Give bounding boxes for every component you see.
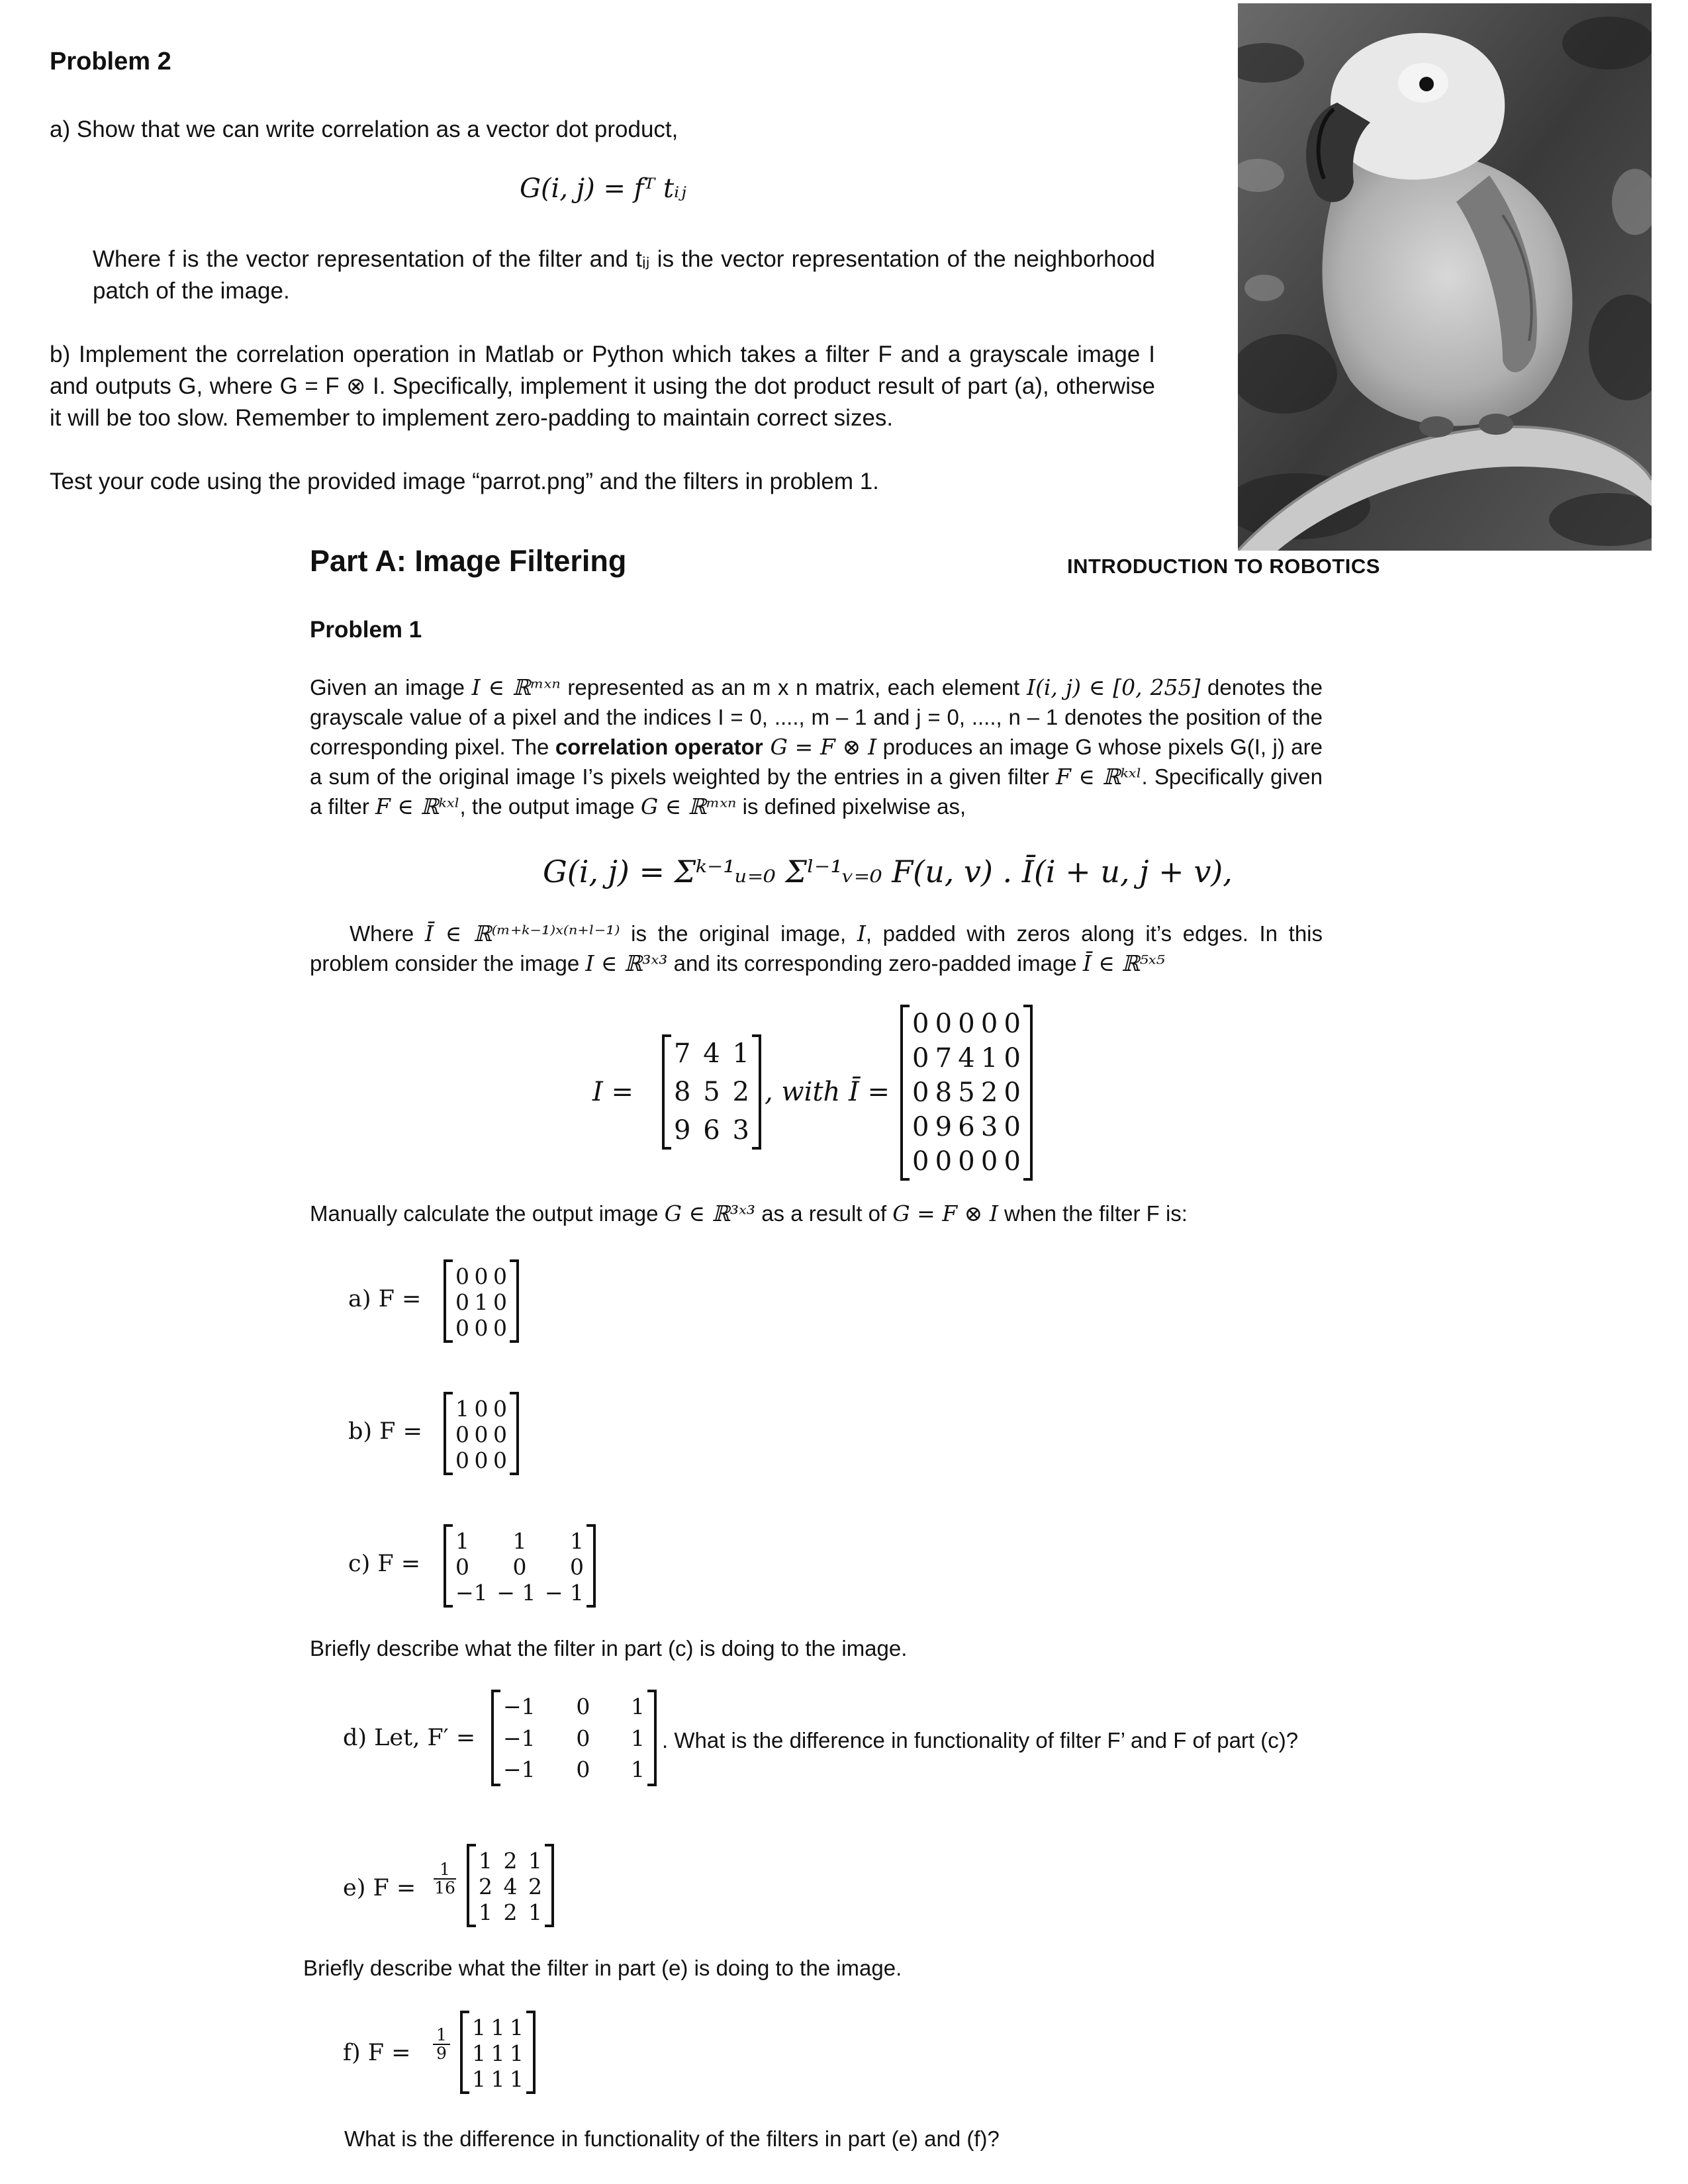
filter-d-question: . What is the difference in functionality of filter F’ and F of part (c)? [662, 1728, 1299, 1752]
matrix-cell: 0 [576, 1725, 590, 1751]
matrix-cell: 2 [528, 1874, 542, 1899]
padding-explanation: Where Ī ∈ ℝ⁽ᵐ⁺ᵏ⁻¹⁾ˣ⁽ⁿ⁺ˡ⁻¹⁾ is the original image, I, padded with zeros along it’s edges. In this problem consider the image I ∈ ℝ³ˣ³ and its corresponding zero-padded image Ī ∈ ℝ⁵ˣ⁵ [310, 921, 1323, 976]
matrix-row [472, 2066, 524, 2092]
matrix-row [503, 1694, 645, 1719]
filter-f-fraction: 1 9 [433, 2026, 450, 2062]
matrix-cell: 0 [912, 1009, 929, 1039]
filter-f-question: What is the difference in functionality of the filters in part (e) and (f)? [344, 2126, 1000, 2151]
matrix-cell: 0 [455, 1289, 469, 1315]
filter-b-label: b) F = [348, 1418, 422, 1445]
matrix-row [674, 1038, 749, 1069]
matrix-row [472, 2015, 524, 2040]
matrix-cell: −1 [503, 1756, 536, 1782]
matrix-row [912, 1009, 1021, 1039]
matrix-cell: 0 [493, 1263, 507, 1289]
filter-a-matrix [444, 1261, 519, 1342]
part-a-title: Part A: Image Filtering [310, 544, 627, 578]
problem2-part-a-where: Where f is the vector representation of the filter and tᵢⱼ is the vector representation of the neighborhood patch of the image. [93, 246, 1155, 304]
matrix-row [503, 1725, 645, 1751]
matrix-cell: 0 [576, 1694, 590, 1719]
matrix-row [674, 1077, 749, 1107]
matrix-cell: 9 [935, 1112, 953, 1142]
matrix-cell: 0 [474, 1396, 489, 1422]
matrix-cell: 0 [455, 1315, 469, 1341]
matrix-row [674, 1115, 749, 1146]
matrix-cell: 1 [570, 1528, 584, 1554]
matrix-cell: 1 [512, 1528, 527, 1554]
filter-d-matrix [491, 1691, 657, 1785]
matrix-cell: 1 [455, 1528, 469, 1554]
matrix-cell: 0 [980, 1146, 998, 1177]
filter-f-matrix [460, 2012, 536, 2093]
matrix-cell: 6 [958, 1112, 975, 1142]
matrix-cell: 0 [493, 1396, 507, 1422]
filter-b-matrix [444, 1393, 519, 1474]
matrix-row [455, 1422, 507, 1447]
matrix-cell: 1 [631, 1756, 645, 1782]
matrix-cell: 0 [1004, 1009, 1021, 1039]
correlation-formula: G(i, j) = Σᵏ⁻¹ᵤ₌₀ Σˡ⁻¹ᵥ₌₀ F(u, v) . Ī(i + u, j + v), [543, 854, 1233, 889]
matrix-row [455, 1580, 584, 1606]
matrix-cell: 4 [958, 1043, 975, 1073]
matrix-cell: 4 [503, 1874, 518, 1899]
matrix-cell: −1 [503, 1694, 536, 1719]
matrix-cell: 8 [674, 1077, 691, 1107]
padded-image-matrix [900, 1006, 1033, 1179]
matrix-cell: 0 [980, 1009, 998, 1039]
matrix-cell: 0 [912, 1077, 929, 1108]
matrix-cell: 2 [732, 1077, 749, 1107]
matrix-cell: 0 [958, 1146, 975, 1177]
matrix-cell: 0 [455, 1447, 469, 1473]
matrix-cell: 0 [570, 1554, 584, 1580]
course-title: INTRODUCTION TO ROBOTICS [1067, 555, 1380, 578]
matrix-row [472, 2040, 524, 2066]
padded-matrix-label: , with Ī = [765, 1077, 890, 1107]
matrix-row [912, 1043, 1021, 1073]
parrot-image [1238, 3, 1652, 551]
matrix-cell: 8 [935, 1077, 953, 1108]
matrix-cell: 5 [958, 1077, 975, 1108]
matrix-cell: 1 [474, 1289, 489, 1315]
filter-e-label: e) F = [343, 1875, 416, 1901]
matrix-cell: 0 [912, 1112, 929, 1142]
matrix-cell: 0 [493, 1315, 507, 1341]
matrix-cell: 0 [958, 1009, 975, 1039]
matrix-cell: 1 [980, 1043, 998, 1073]
matrix-cell: 7 [674, 1038, 691, 1069]
matrix-cell: 0 [1004, 1043, 1021, 1073]
matrix-row [455, 1289, 507, 1315]
filter-e-question: Briefly describe what the filter in part (e) is doing to the image. [303, 1956, 902, 1980]
matrix-cell: 2 [980, 1077, 998, 1108]
matrix-cell: 1 [479, 1899, 492, 1925]
matrix-cell: 1 [472, 2015, 486, 2040]
matrix-cell: 3 [980, 1112, 998, 1142]
matrix-cell: 0 [912, 1043, 929, 1073]
matrix-row [479, 1848, 542, 1874]
matrix-cell: 1 [631, 1725, 645, 1751]
matrix-cell: 4 [703, 1038, 720, 1069]
matrix-cell: 9 [674, 1115, 691, 1146]
matrix-cell: 0 [474, 1447, 489, 1473]
problem2-test-text: Test your code using the provided image “parrot.png” and the filters in problem 1. [50, 469, 879, 494]
filter-d-label: d) Let, F′ = [343, 1725, 476, 1751]
matrix-cell: 0 [912, 1146, 929, 1177]
matrix-cell: 1 [491, 2066, 505, 2092]
matrix-cell: −1 [455, 1580, 488, 1606]
problem2-part-b-text: b) Implement the correlation operation in Matlab or Python which takes a filter F and a grayscale image I and outputs G, where G = F ⊗ I. Specifically, implement it using the dot product result of part (a), otherwise it will be too slow. Remember to implement zero-padding to maintain correct sizes. [50, 341, 1155, 431]
matrix-row [479, 1874, 542, 1899]
matrix-cell: 1 [479, 1848, 492, 1874]
manual-calc-instruction: Manually calculate the output image G ∈ ℝ³ˣ³ as a result of G = F ⊗ I when the filter F is: [310, 1201, 1188, 1226]
matrix-cell: 2 [503, 1848, 518, 1874]
matrix-cell: 3 [732, 1115, 749, 1146]
matrix-row [479, 1899, 542, 1925]
matrix-cell: 1 [472, 2066, 486, 2092]
image-matrix-label: I = [592, 1077, 634, 1107]
matrix-row [455, 1263, 507, 1289]
matrix-cell: 0 [455, 1554, 469, 1580]
matrix-cell: 1 [455, 1396, 469, 1422]
filter-c-matrix [444, 1525, 596, 1606]
matrix-cell: 5 [703, 1077, 720, 1107]
matrix-cell: 1 [472, 2040, 486, 2066]
problem1-heading: Problem 1 [310, 617, 422, 643]
matrix-cell: 0 [935, 1009, 953, 1039]
matrix-cell: 0 [493, 1422, 507, 1447]
matrix-cell: 2 [479, 1874, 492, 1899]
matrix-cell: 0 [455, 1422, 469, 1447]
matrix-cell: 0 [512, 1554, 527, 1580]
matrix-row [455, 1396, 507, 1422]
matrix-cell: 1 [528, 1848, 542, 1874]
matrix-row [455, 1528, 584, 1554]
filter-c-question: Briefly describe what the filter in part (c) is doing to the image. [310, 1636, 908, 1661]
matrix-cell: 1 [510, 2040, 524, 2066]
problem2-part-a-intro: a) Show that we can write correlation as a vector dot product, [50, 116, 679, 142]
filter-f-label: f) F = [343, 2040, 411, 2066]
matrix-row [455, 1554, 584, 1580]
image-matrix [662, 1036, 761, 1148]
matrix-cell: 1 [510, 2015, 524, 2040]
matrix-cell: 1 [491, 2015, 505, 2040]
matrix-cell: 1 [732, 1038, 749, 1069]
matrix-cell: 0 [576, 1756, 590, 1782]
matrix-cell: 2 [503, 1899, 518, 1925]
problem2-heading: Problem 2 [50, 48, 171, 75]
matrix-cell: 0 [455, 1263, 469, 1289]
matrix-cell: 0 [493, 1447, 507, 1473]
matrix-cell: 1 [631, 1694, 645, 1719]
matrix-row [455, 1447, 507, 1473]
matrix-cell: 1 [491, 2040, 505, 2066]
filter-a-label: a) F = [348, 1286, 422, 1312]
matrix-cell: 0 [935, 1146, 953, 1177]
matrix-cell: 0 [474, 1315, 489, 1341]
matrix-row [912, 1112, 1021, 1142]
matrix-cell: − 1 [496, 1580, 536, 1606]
filter-e-matrix [467, 1845, 554, 1926]
matrix-cell: 6 [703, 1115, 720, 1146]
matrix-cell: 0 [1004, 1146, 1021, 1177]
matrix-cell: −1 [503, 1725, 536, 1751]
matrix-cell: 0 [493, 1289, 507, 1315]
problem2-dot-product-formula: G(i, j) = fᵀ tᵢⱼ [520, 173, 686, 204]
matrix-cell: 0 [1004, 1112, 1021, 1142]
filter-c-label: c) F = [348, 1551, 421, 1577]
matrix-cell: 1 [528, 1899, 542, 1925]
filter-e-fraction: 1 16 [434, 1860, 455, 1897]
problem1-intro-paragraph: Given an image I ∈ ℝᵐˣⁿ represented as an m x n matrix, each element I(i, j) ∈ [0, 255] denotes the grayscale value of a pixel and the indices I = 0, ...., m – 1 and j = 0, ...., n – 1 denotes the position of the corresponding pixel. The correlation operator G = F ⊗ I produces an image G whose pixels G(I, j) are a sum of the original image I’s pixels weighted by the entries in a given filter F ∈ ℝᵏˣˡ. Specifically given a filter F ∈ ℝᵏˣˡ, the output image G ∈ ℝᵐˣⁿ is defined pixelwise as, [310, 674, 1323, 819]
matrix-cell: 1 [510, 2066, 524, 2092]
matrix-row [503, 1756, 645, 1782]
matrix-cell: 7 [935, 1043, 953, 1073]
matrix-cell: 0 [474, 1422, 489, 1447]
matrix-cell: − 1 [544, 1580, 584, 1606]
matrix-cell: 0 [1004, 1077, 1021, 1108]
matrix-row [912, 1146, 1021, 1177]
matrix-row [912, 1077, 1021, 1108]
matrix-cell: 0 [474, 1263, 489, 1289]
matrix-row [455, 1315, 507, 1341]
